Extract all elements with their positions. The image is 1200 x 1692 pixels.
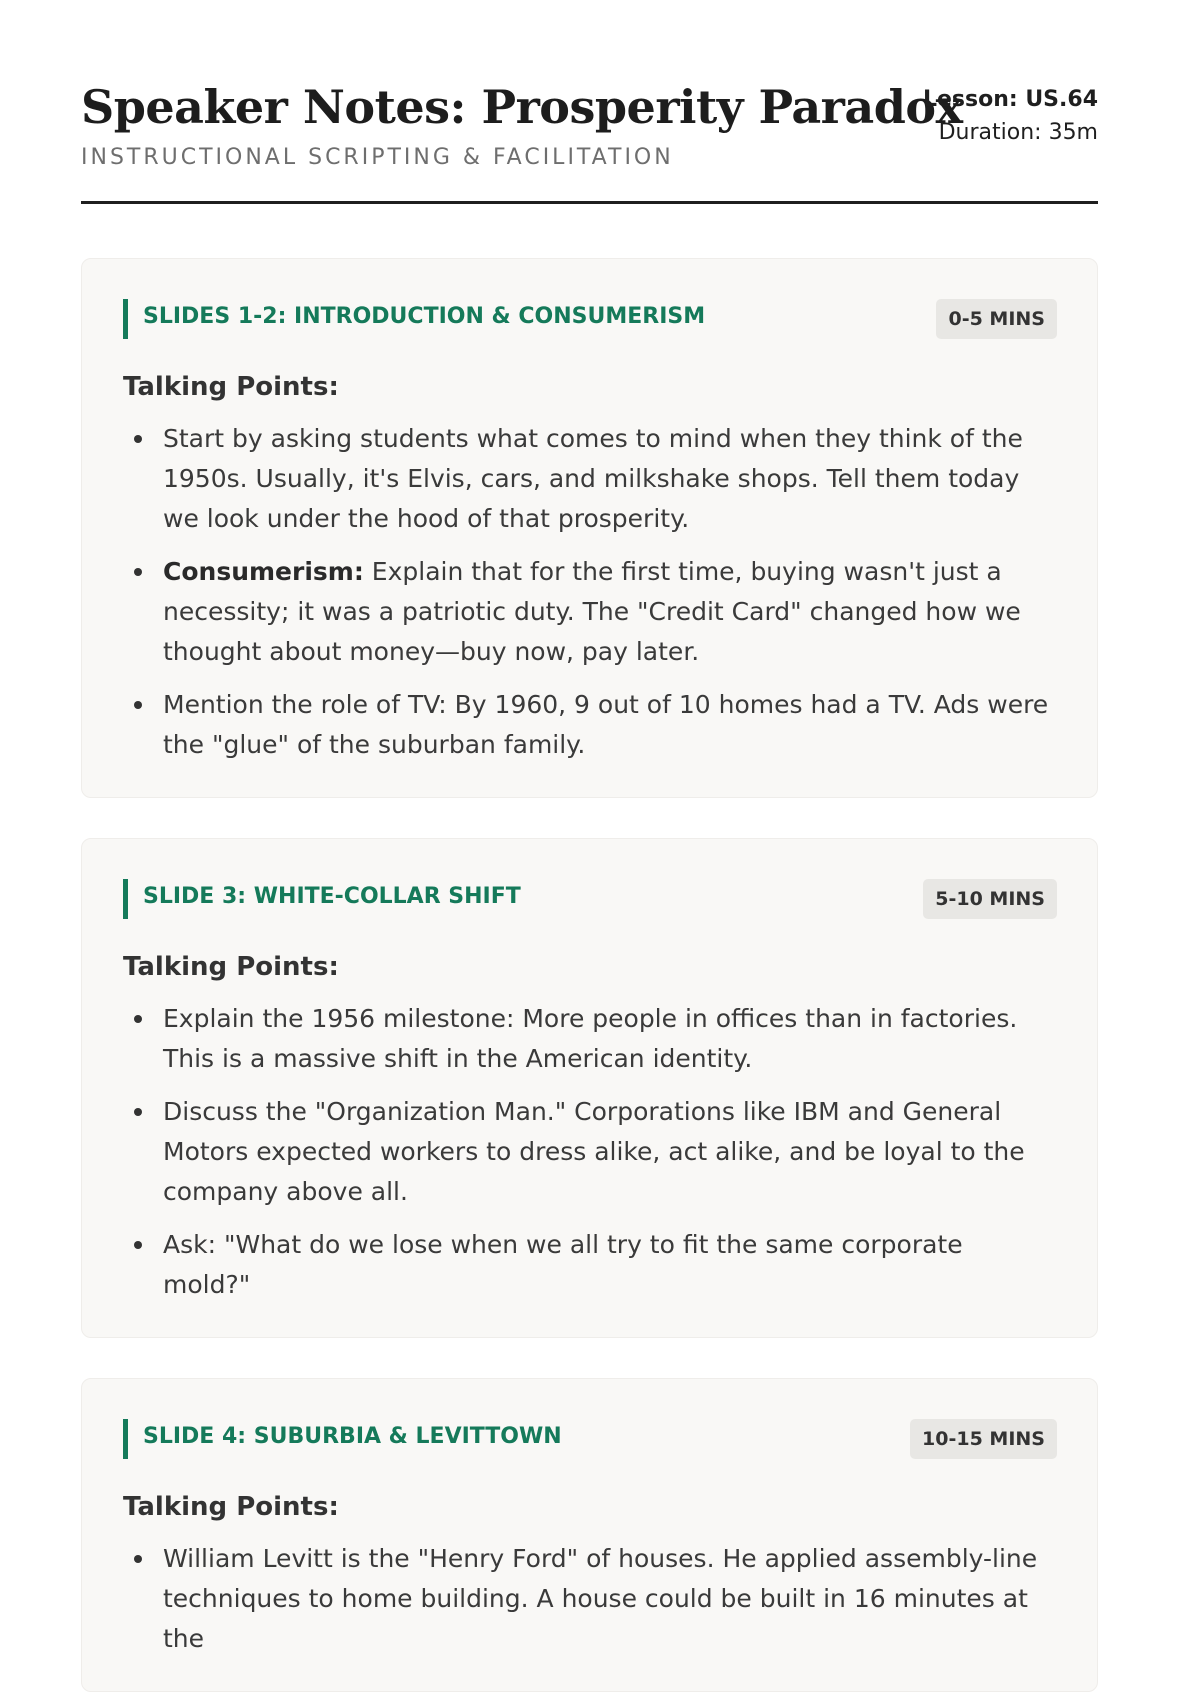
section-header <box>123 879 1057 919</box>
bullet-icon <box>134 568 142 576</box>
list-item <box>123 1225 1057 1305</box>
page-title: Speaker Notes: Prosperity Paradox <box>81 80 963 134</box>
bullet-icon <box>134 1241 142 1249</box>
talking-points-list <box>123 419 1057 765</box>
section-header <box>123 1419 1057 1459</box>
bullet-icon <box>134 701 142 709</box>
bullet-icon <box>134 1108 142 1116</box>
time-badge: 0-5 MINS <box>936 299 1057 339</box>
bullet-icon <box>134 435 142 443</box>
point-text: William Levitt is the "Henry Ford" of houses. He applied assembly-line techniques to home building. A house could be built in 16 minutes at the <box>163 1544 1038 1653</box>
section-card-intro-consumerism <box>81 258 1098 798</box>
section-card-white-collar <box>81 838 1098 1338</box>
list-item <box>123 419 1057 539</box>
point-text: Explain the 1956 milestone: More people in offices than in factories. This is a massive shift in the American identity. <box>163 1004 1018 1073</box>
document-header <box>81 0 1098 204</box>
lesson-duration: Duration: 35m <box>938 120 1098 145</box>
section-title: SLIDE 3: WHITE-COLLAR SHIFT <box>123 879 521 919</box>
list-item <box>123 1539 1057 1659</box>
list-item <box>123 1092 1057 1212</box>
talking-points-label: Talking Points: <box>123 372 339 402</box>
talking-points-label: Talking Points: <box>123 1492 339 1522</box>
section-title: SLIDES 1-2: INTRODUCTION & CONSUMERISM <box>123 299 705 339</box>
page-subtitle: INSTRUCTIONAL SCRIPTING & FACILITATION <box>81 145 674 170</box>
lesson-code: Lesson: US.64 <box>922 87 1098 112</box>
point-text: Start by asking students what comes to mind when they think of the 1950s. Usually, it's Elvis, cars, and milkshake shops. Tell them today we look under the hood of that prosperity. <box>163 424 1023 533</box>
bullet-icon <box>134 1015 142 1023</box>
point-lead: Consumerism: <box>163 557 364 586</box>
point-text: Discuss the "Organization Man." Corporations like IBM and General Motors expected workers to dress alike, act alike, and be loyal to the company above all. <box>163 1097 1025 1206</box>
list-item <box>123 685 1057 765</box>
section-header <box>123 299 1057 339</box>
lesson-meta <box>923 83 1098 149</box>
section-title: SLIDE 4: SUBURBIA & LEVITTOWN <box>123 1419 562 1459</box>
time-badge: 10-15 MINS <box>910 1419 1057 1459</box>
talking-points-label: Talking Points: <box>123 952 339 982</box>
talking-points-list <box>123 999 1057 1305</box>
point-text: Explain that for the first time, buying wasn't just a necessity; it was a patriotic duty. The "Credit Card" changed how we thought about money—buy now, pay later. <box>163 557 1021 666</box>
point-text: Mention the role of TV: By 1960, 9 out of 10 homes had a TV. Ads were the "glue" of the suburban family. <box>163 690 1049 759</box>
talking-points-list <box>123 1539 1057 1659</box>
section-card-suburbia <box>81 1378 1098 1692</box>
list-item <box>123 999 1057 1079</box>
point-text: Ask: "What do we lose when we all try to fit the same corporate mold?" <box>163 1230 963 1299</box>
bullet-icon <box>134 1555 142 1563</box>
time-badge: 5-10 MINS <box>923 879 1057 919</box>
list-item <box>123 552 1057 672</box>
